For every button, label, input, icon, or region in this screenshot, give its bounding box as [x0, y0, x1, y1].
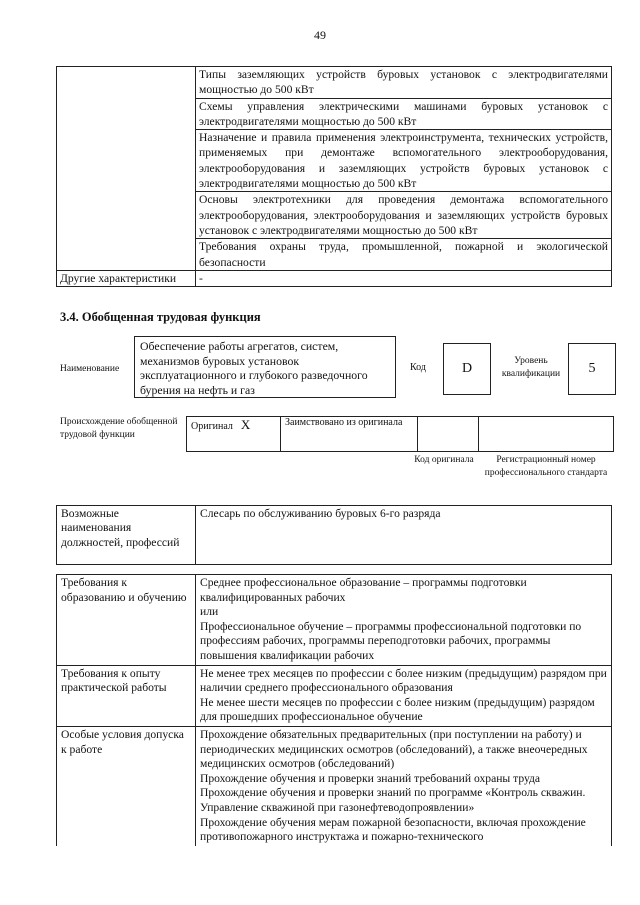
- education-value: [196, 575, 612, 666]
- reg-number-cell: [479, 417, 614, 452]
- origin-table: [186, 416, 614, 452]
- admission-label: Особые условия допуска к работе: [57, 726, 196, 845]
- name-label: Наименование: [60, 364, 120, 374]
- function-name: Обеспечение работы агрегатов, систем, механизмов буровых установок эксплуатационного и глубокого разведочного бурения на нефть и газ: [134, 336, 396, 398]
- professions-label: Возможные наименования должностей, профессий: [57, 506, 196, 565]
- table-cell: Назначение и правила применения электроинструмента, технических устройств, применяемых при демонтаже вспомогательного электрооборудования, электрооборудования и заземляющих устройств буровых установок с электродвигателями мощностью до 500 кВт: [196, 130, 612, 192]
- knowledge-table: [56, 66, 612, 287]
- table-cell: Типы заземляющих устройств буровых установок с электродвигателями мощностью до 500 кВт: [196, 67, 612, 99]
- other-characteristics-value: -: [196, 270, 612, 286]
- table-cell: Требования охраны труда, промышленной, пожарной и экологической безопасности: [196, 239, 612, 271]
- professions-table: [56, 505, 612, 565]
- text-line: Не менее шести месяцев по профессии с более низким (предыдущим) разрядом для прошедших профессиональное обучение: [200, 695, 595, 724]
- borrowed-label: Заимствовано из оригинала: [281, 417, 418, 452]
- text-line: Прохождение обязательных предварительных (при поступлении на работу) и периодических медицинских осмотров (обследований), а также внеочередных медицинских осмотров (обследований): [200, 727, 588, 771]
- text-line: Прохождение обучения мерам пожарной безопасности, включая прохождение противопожарного инструктажа и пожарно-технического: [200, 815, 586, 844]
- admission-value: [196, 726, 612, 845]
- origin-label: Происхождение обобщенной трудовой функции: [60, 417, 178, 440]
- row-label: [57, 67, 196, 271]
- page-number: 49: [314, 28, 326, 42]
- table-cell: Схемы управления электрическими машинами буровых установок с электродвигателями мощностью до 500 кВт: [196, 98, 612, 130]
- table-row: [187, 417, 614, 452]
- education-label: Требования к образованию и обучению: [57, 575, 196, 666]
- level-label: Уровень квалификации: [501, 356, 561, 379]
- section-title: 3.4. Обобщенная трудовая функция: [60, 310, 261, 324]
- table-row: [57, 665, 612, 726]
- other-characteristics-label: Другие характеристики: [57, 270, 196, 286]
- table-row: [57, 67, 612, 99]
- text-line: или: [200, 605, 219, 619]
- level-value: 5: [568, 343, 616, 395]
- text-line: Среднее профессиональное образование – программы подготовки квалифицированных рабочих: [200, 576, 527, 604]
- experience-label: Требования к опыту практической работы: [57, 665, 196, 726]
- code-label: Код: [410, 362, 426, 373]
- text-line: Прохождение обучения и проверки знаний по программе «Контроль скважин. Управление скважиной при газонефтеводопроявлении»: [200, 786, 586, 814]
- text-line: Профессиональное обучение – программы профессиональной подготовки по профессиям рабочих, программы переподготовки рабочих, программы повышения квалификации рабочих: [200, 619, 582, 662]
- table-row: [57, 506, 612, 565]
- code-value: D: [443, 343, 491, 395]
- text-line: Не менее трех месяцев по профессии с более низким (предыдущим) разрядом при наличии среднего профессионального образования: [200, 666, 607, 695]
- original-mark: X: [240, 417, 251, 432]
- requirements-table: [56, 574, 612, 846]
- table-row: [57, 575, 612, 666]
- original-code-cell: [418, 417, 479, 452]
- table-row: [57, 270, 612, 286]
- experience-value: [196, 665, 612, 726]
- text-line: Прохождение обучения и проверки знаний требований охраны труда: [200, 771, 541, 785]
- table-cell: Основы электротехники для проведения демонтажа вспомогательного электрооборудования, электрооборудования и заземляющих устройств буровых установок с электродвигателями мощностью до 500 кВт: [196, 192, 612, 239]
- original-label: Оригинал: [191, 421, 233, 432]
- table-row: [57, 726, 612, 845]
- original-cell: [187, 417, 281, 452]
- professions-value: Слесарь по обслуживанию буровых 6-го разряда: [196, 506, 612, 565]
- original-code-caption: Код оригинала: [414, 455, 474, 465]
- reg-number-caption: Регистрационный номер профессионального стандарта: [484, 455, 608, 478]
